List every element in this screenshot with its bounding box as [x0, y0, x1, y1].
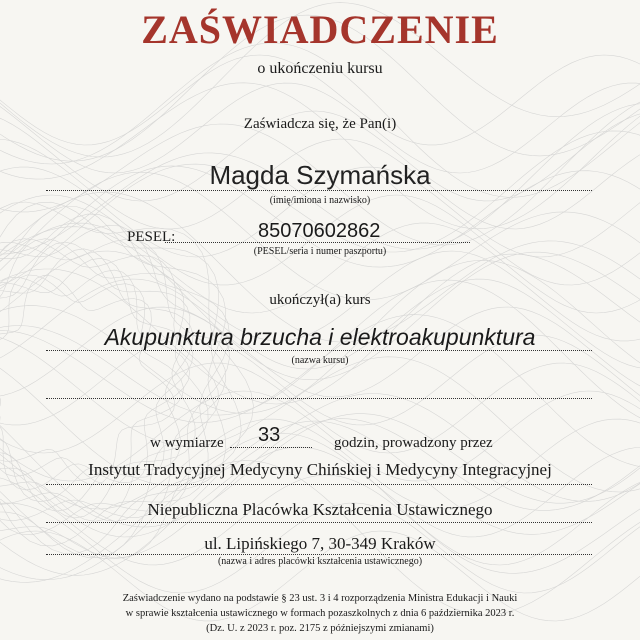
legal-basis-line-2: w sprawie kształcenia ustawicznego w formach pozaszkolnych z dnia 6 października 2023 r.	[125, 608, 515, 619]
institution-caption: (nazwa i adres placówki kształcenia ustawicznego)	[217, 556, 423, 567]
pesel-value: 85070602862	[258, 220, 381, 242]
course-name: Akupunktura brzucha i elektroakupunktura	[104, 324, 536, 350]
legal-basis-line-3: (Dz. U. z 2023 r. poz. 2175 z późniejszymi zmianami)	[206, 623, 434, 634]
amount-label: w wymiarze	[150, 435, 224, 451]
address-dotted-line	[46, 554, 592, 555]
certificate-subtitle: o ukończeniu kursu	[257, 60, 383, 77]
course-extra-dotted-line	[46, 398, 592, 399]
name-caption: (imię/imiona i nazwisko)	[269, 195, 371, 206]
completed-label: ukończył(a) kurs	[269, 292, 371, 308]
participant-name: Magda Szymańska	[209, 160, 431, 190]
name-dotted-line	[46, 190, 592, 191]
course-caption: (nazwa kursu)	[291, 355, 349, 366]
legal-basis-line-1: Zaświadczenie wydano na podstawie § 23 ust. 3 i 4 rozporządzenia Ministra Edukacji i Nauki	[122, 593, 518, 604]
institution-type: Niepubliczna Placówka Kształcenia Ustawicznego	[147, 500, 493, 519]
hours-dotted-line	[230, 447, 312, 448]
pesel-caption: (PESEL/seria i numer paszportu)	[253, 246, 387, 257]
hours-text: godzin, prowadzony przez	[334, 435, 493, 451]
hours-value: 33	[258, 424, 281, 446]
course-dotted-line	[46, 350, 592, 351]
pesel-label: PESEL:	[127, 229, 176, 245]
institution-address: ul. Lipińskiego 7, 30-349 Kraków	[204, 534, 436, 553]
institution-dotted-line	[46, 484, 592, 485]
certification-statement: Zaświadcza się, że Pan(i)	[243, 116, 397, 132]
institution-type-dotted-line	[46, 522, 592, 523]
certificate-title: ZAŚWIADCZENIE	[141, 7, 499, 52]
institution-name: Instytut Tradycyjnej Medycyny Chińskiej i Medycyny Integracyjnej	[88, 460, 552, 479]
